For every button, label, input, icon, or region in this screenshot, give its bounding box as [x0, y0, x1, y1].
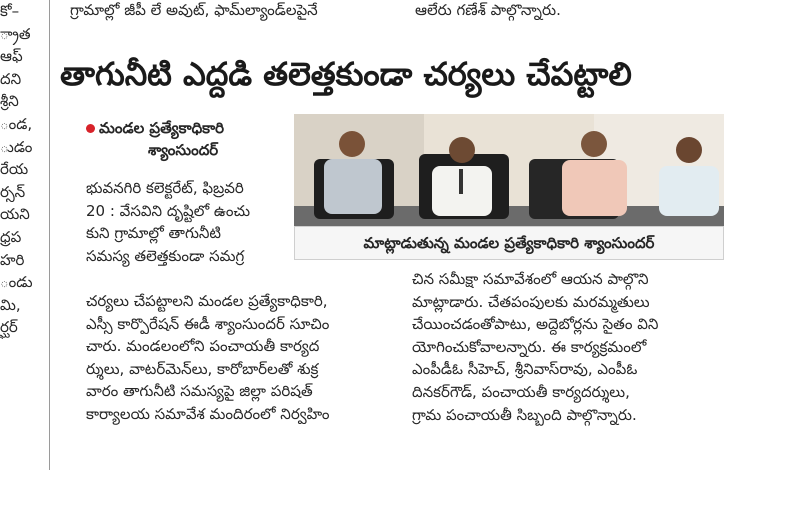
fragment-line: ర్ఘర్ — [0, 318, 18, 337]
fragment-line: ండు — [0, 273, 33, 292]
column-divider — [49, 0, 50, 470]
bullet-icon — [86, 124, 95, 133]
fragment-line: హరి — [0, 250, 25, 269]
body-line: చారు. మండలంలోని పంచాయతీ కార్యద — [86, 337, 320, 356]
fragment-line: రేయ — [0, 160, 29, 179]
byline-line1: మండల ప్రత్యేకాధికారి — [99, 119, 225, 137]
fragment-line: శ్రీని — [0, 92, 19, 111]
body-line: 20 : వేసవిని దృష్టిలో ఉంచు — [86, 201, 251, 220]
meeting-photo-illustration — [294, 114, 724, 226]
previous-article-fragment — [0, 0, 36, 339]
fragment-line: యని — [0, 205, 30, 224]
body-line: ఎస్సీ కార్పొరేషన్ ఈడీ శ్యాంసుందర్ సూచిం — [86, 314, 330, 333]
body-line: భువనగిరి కలెక్టరేట్, ఫిబ్రవరి — [86, 179, 244, 197]
fragment-line: ర్సన్ — [0, 182, 26, 201]
fragment-line: ుడం — [0, 137, 33, 156]
body-line: ఎంపీడీఓ సీహెచ్, శ్రీనివాస్‌రావు, ఎంపీఓ — [412, 360, 638, 379]
body-left-wide — [86, 290, 396, 426]
byline-line2: శ్యాంసుందర్ — [148, 141, 219, 159]
fragment-line: మి, — [0, 295, 21, 314]
body-line: యోగించుకోవాలన్నారు. ఈ కార్యక్రమంలో — [412, 337, 647, 356]
top-line-right: ఆలేరు గణేశ్ పాల్గొన్నారు. — [415, 1, 561, 19]
body-line: చర్యలు చేపట్టాలని మండల ప్రత్యేకాధికారి, — [86, 292, 328, 310]
body-line: వారం తాగునీటి సమస్యపై జిల్లా పరిషత్ — [86, 382, 313, 401]
photo-caption: మాట్లాడుతున్న మండల ప్రత్యేకాధికారి శ్యాంసుందర్ — [294, 226, 724, 260]
body-line: దినకర్‌గౌడ్, పంచాయతీ కార్యదర్శులు, — [412, 382, 630, 401]
article-headline: తాగునీటి ఎద్దడి తలెత్తకుండా చర్యలు చేపట్టాలి — [60, 55, 632, 93]
byline — [86, 117, 286, 161]
body-line: చేయించడంతోపాటు, అద్దెబోర్లను సైతం విని — [412, 315, 659, 334]
body-line: మాట్లాడారు. చేతపంపులకు మరమ్మతులు — [412, 292, 650, 311]
fragment-line: కో– — [0, 2, 20, 20]
body-line: సమస్య తలెత్తకుండా సమగ్ర — [86, 246, 245, 265]
body-line: కార్యాలయ సమావేశ మందిరంలో నిర్వహిం — [86, 404, 330, 423]
body-line: ర్శులు, వాటర్‌మెన్‌లు, కారోబార్‌లతో శుక్ర — [86, 359, 319, 378]
body-line: చిన సమీక్షా సమావేశంలో ఆయన పాల్గొని — [412, 270, 649, 288]
fragment-line: ఆఫ్ — [0, 47, 23, 66]
body-left-narrow — [86, 177, 286, 267]
fragment-line: దని — [0, 69, 22, 88]
fragment-line: ండ, — [0, 114, 33, 133]
body-line: కుని గ్రామాల్లో తాగునీటి — [86, 224, 221, 243]
body-right — [412, 268, 732, 426]
fragment-line: ధ్రప — [0, 227, 22, 246]
fragment-line: ్రాత — [0, 24, 31, 43]
news-photo — [294, 114, 724, 226]
body-line: గ్రామ పంచాయతీ సిబ్బంది పాల్గొన్నారు. — [412, 405, 637, 424]
top-line-mid: గ్రామాల్లో జీపీ లే అవుట్, ఫామ్‌ల్యాండ్‌లపైనే — [70, 1, 318, 19]
